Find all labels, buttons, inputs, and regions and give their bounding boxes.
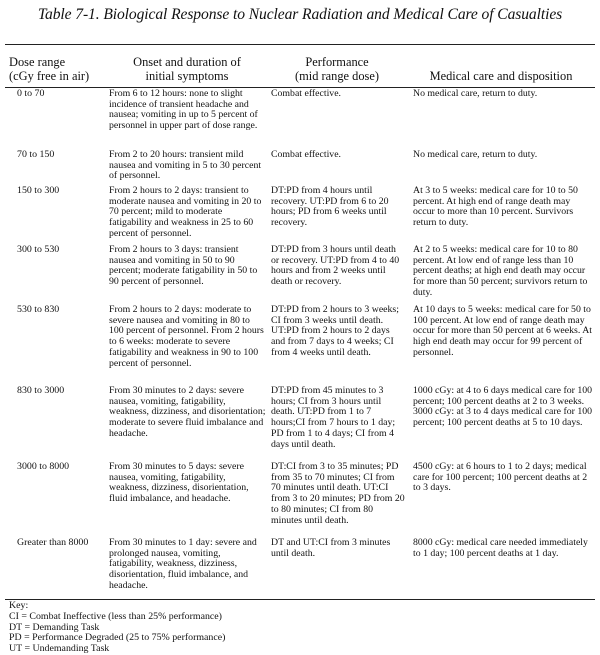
- row-2-performance: Combat effective.: [271, 149, 342, 160]
- row-7-care: 4500 cGy: at 6 hours to 1 to 2 days; medical care for 100 percent; 100 percent deaths at 2 to 3 days.: [413, 461, 588, 494]
- row-5-performance: DT:PD from 2 hours to 3 weeks; CI from 3 weeks until death. UT:PD from 2 hours to 2 days and from 7 days to 4 weeks; CI from 4 weeks until death.: [271, 304, 399, 358]
- row-3-onset: From 2 hours to 2 days: transient to moderate nausea and vomiting in 20 to 70 percent; mild to moderate fatigability and weakness in 25 to 60 percent of personnel.: [109, 185, 262, 239]
- header-performance: [262, 55, 412, 83]
- row-6-performance: DT:PD from 45 minutes to 3 hours; CI from 3 hours until death. UT:PD from 1 to 7 hours;CI from 7 hours to 1 day; PD from 1 to 4 days; CI from 4 days until death.: [271, 385, 396, 450]
- row-4-onset: From 2 hours to 3 days: transient nausea and vomiting in 50 to 90 percent; moderate fatigability in 50 to 90 percent of personnel.: [109, 244, 258, 288]
- table-bottom-rule: [5, 599, 595, 600]
- key-legend: [9, 601, 225, 655]
- key-label: Key:: [9, 600, 29, 611]
- row-1-onset: From 6 to 12 hours: none to slight incidence of transient headache and nausea; vomiting in up to 5 percent of personnel in upper part of dose range.: [109, 88, 258, 132]
- row-2-onset: From 2 to 20 hours: transient mild nausea and vomiting in 5 to 30 percent of personnel.: [109, 149, 262, 182]
- row-4-performance: DT:PD from 3 hours until death or recovery. UT:PD from 4 to 40 hours and from 2 weeks until death or recovery.: [271, 244, 400, 288]
- row-6-care: 1000 cGy: at 4 to 6 days medical care for 100 percent; 100 percent deaths at 2 to 3 weeks. 3000 cGy: at 3 to 4 days medical care for 100 percent; 100 percent deaths at 5 to 10 days.: [413, 385, 593, 429]
- row-2-dose: 70 to 150: [17, 149, 55, 160]
- row-7-onset: From 30 minutes to 5 days: severe nausea, vomiting, fatigability, weakness, dizziness, disorientation, fluid imbalance, and headache.: [109, 461, 249, 505]
- key-item-pd: PD = Performance Degraded (25 to 75% performance): [9, 632, 226, 644]
- row-7-performance: DT:CI from 3 to 35 minutes; PD from 35 to 70 minutes; CI from 70 minutes until death. UT:CI from 3 to 20 minutes; PD from 20 to 80 minutes; CI from 80 minutes until death.: [271, 461, 405, 526]
- row-5-onset: From 2 hours to 2 days: moderate to severe nausea and vomiting in 80 to 100 percent of personnel. From 2 hours to 6 weeks: moderate to severe fatigability and weakness in 90 to 100 percent of personnel.: [109, 304, 264, 369]
- row-4-care: At 2 to 5 weeks: medical care for 10 to 80 percent. At low end of range less than 10 percent deaths; at high end death may occur for more than 50 percent; survivors return to duty.: [413, 244, 588, 298]
- row-6-dose: 830 to 3000: [17, 385, 65, 396]
- table-title: Table 7-1. Biological Response to Nuclear Radiation and Medical Care of Casualties: [37, 6, 563, 23]
- header-performance-line1: Performance: [305, 55, 369, 69]
- key-item-ci: CI = Combat Ineffective (less than 25% performance): [9, 610, 222, 622]
- row-8-performance: DT and UT:CI from 3 minutes until death.: [271, 537, 391, 559]
- key-item-dt: DT = Demanding Task: [9, 621, 100, 633]
- row-8-onset: From 30 minutes to 1 day: severe and prolonged nausea, vomiting, fatigability, weakness, dizziness, disorientation, fluid imbalance, and headache.: [109, 537, 257, 591]
- row-1-dose: 0 to 70: [17, 88, 45, 99]
- header-performance-line2: (mid range dose): [295, 69, 379, 83]
- row-8-dose: Greater than 8000: [17, 537, 89, 548]
- row-5-dose: 530 to 830: [17, 304, 60, 315]
- row-8-care: 8000 cGy: medical care needed immediately to 1 day; 100 percent deaths at 1 day.: [413, 537, 588, 559]
- header-dose-range: [9, 55, 119, 83]
- key-item-ut: UT = Undemanding Task: [9, 643, 110, 655]
- header-dose-line1: Dose range: [9, 55, 66, 69]
- row-5-care: At 10 days to 5 weeks: medical care for 50 to 100 percent. At low end of range death may occur for more than 50 percent at 6 weeks. At high end death may occur for 99 percent of personnel.: [413, 304, 592, 358]
- row-3-performance: DT:PD from 4 hours until recovery. UT:PD from 6 to 20 hours; PD from 6 weeks until recovery.: [271, 185, 389, 229]
- row-2-care: No medical care, return to duty.: [413, 149, 538, 160]
- header-dose-line2: (cGy free in air): [9, 69, 90, 83]
- header-onset: [104, 55, 270, 83]
- header-onset-line2: initial symptoms: [145, 69, 229, 83]
- header-top-rule: [5, 44, 595, 45]
- row-3-dose: 150 to 300: [17, 185, 60, 196]
- row-7-dose: 3000 to 8000: [17, 461, 70, 472]
- row-1-performance: Combat effective.: [271, 88, 342, 99]
- row-6-onset: From 30 minutes to 2 days: severe nausea, vomiting, fatigability, weakness, dizziness, and disorientation; moderate to severe fluid imbalance and headache.: [109, 385, 266, 439]
- header-medical-care: Medical care and disposition: [429, 69, 573, 83]
- header-onset-line1: Onset and duration of: [133, 55, 241, 69]
- row-3-care: At 3 to 5 weeks: medical care for 10 to 50 percent. At high end of range death may occur to more than 10 percent. Survivors return to duty.: [413, 185, 578, 229]
- row-1-care: No medical care, return to duty.: [413, 88, 538, 99]
- row-4-dose: 300 to 530: [17, 244, 60, 255]
